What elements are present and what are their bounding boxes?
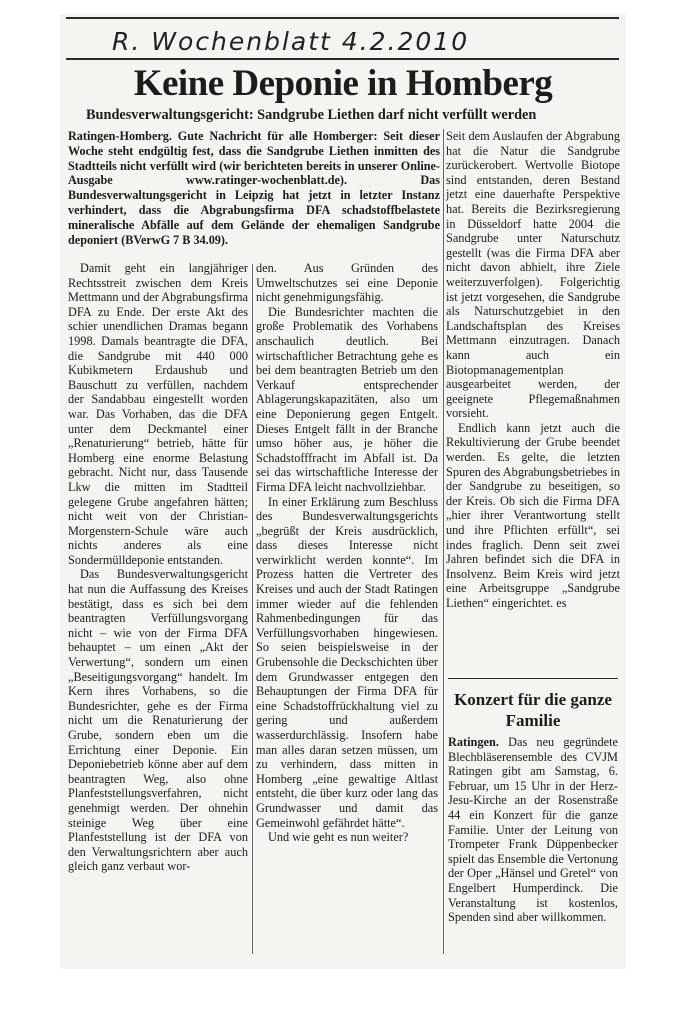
column-divider — [443, 129, 444, 954]
concert-article — [448, 735, 618, 925]
paragraph: Die Bundesrichter machten die große Problematik des Vorhabens anschaulich deutlich. Bei wirtschaftlicher Betrachtung gehe es bei dem beantragten Betrieb um den Verkauf entsprechender Ablagerungskapazitäten, also um eine Deponierung gegen Entgelt. Dieses Entgelt fällt in der Branche umso höher aus, je höher die Schadstofffracht im Abfall ist. Da sei das wirtschaftliche Interesse der Firma DFA leicht nachvollziehbar. — [256, 304, 438, 494]
paragraph: Endlich kann jetzt auch die Rekultivierung der Grube beendet werden. Es gelte, die letzten Spuren des Abgrabungsbetriebes in der Sandgrube zu beseitigen, so der Kreis. Ob sich die Firma DFA „hier ihrer Verantwortung stellt und ihre Pflichten erfüllt“, sei indes fraglich. Denn seit zwei Jahren befindet sich die DFA in Insolvenz. Beim Kreis wird jetzt eine Arbeitsgruppe „Sandgrube Liethen“ eingerichtet. es — [446, 420, 620, 610]
paragraph: Seit dem Auslaufen der Abgrabung hat die Natur die Sandgrube zurückerobert. Wertvolle Biotope sind entstanden, deren Bestand jetzt eine dauerhafte Perspektive hat. Bereits die Bezirksregierung in Düsseldorf hatte 2004 die Sandgrube unter Naturschutz gestellt (was die Firma DFA aber nicht davon abhielt, ihre Ziele weiterzuverfolgen). Folgerichtig ist jetzt vorgesehen, die Sandgrube als Naturschutzgebiet in den Landschaftsplan des Kreises Mettmann einzutragen. Danach kann auch ein Biotopmanagementplan ausgearbeitet werden, der geeignete Pflegemaßnahmen vorsieht. — [446, 129, 620, 421]
article-column-2 — [256, 261, 438, 845]
handwritten-source-note: R. Wochenblatt 4.2.2010 — [112, 27, 470, 56]
paragraph: Das Bundesverwaltungsgericht hat nun die Auffassung des Kreises bestätigt, dass es sich bei dem beantragten Verfüllungsvorgang nicht – wie von der Firma DFA behauptet – um einen „Akt der Verwertung“, sondern um einen „Beseitigungsvorgang“ handelt. Im Kern ihres Vorhabens, so die Bundesrichter, gehe es der Firma nicht um die Renaturierung der Grube, sondern eben um die Errichtung einer Deponie. Ein Deponiebetrieb könne aber auf dem beantragten Weg, also ohne Planfeststellungsverfahren, nicht genehmigt werden. Der ohnehin steinige Weg über eine Planfeststellung ist der DFA von den Verwaltungsrichtern aber auch gleich ganz verbaut wor- — [68, 567, 248, 874]
newspaper-clipping — [60, 14, 626, 969]
headline: Keine Deponie in Homberg — [133, 63, 553, 104]
header-rule — [66, 58, 619, 60]
paragraph: Und wie geht es nun weiter? — [268, 830, 409, 845]
article-column-1 — [68, 261, 248, 874]
paragraph: Damit geht ein langjähriger Rechtsstreit zwischen dem Kreis Mettmann und der Abgrabungsfirma DFA zu Ende. Der erste Akt des schier unendlichen Dramas begann 1998. Damals beantragte die DFA, die Sandgrube mit 440 000 Kubikmetern Erdaushub und Bauschutt zu verfüllen, nachdem der Sandabbau eingestellt worden war. Das Vorhaben, das die DFA unter dem Deckmantel einer „Renaturierung“ betrieb, hätte für Homberg eine enorme Belastung gebracht. Nicht nur, dass Tausende Lkw die mitten im Stadtteil gelegene Grube angefahren hätten; nicht weit von der Christian-Morgenstern-Schule wäre auch nichts anderes als eine Sondermülldeponie entstanden. — [68, 261, 248, 567]
top-rule — [66, 17, 619, 19]
paragraph: In einer Erklärung zum Beschluss des Bundesverwaltungsgerichts „begrüßt der Kreis ausdrücklich, dass dieses Interesse nicht verwirklicht werden konnte“. Im Prozess hatten die Vertreter des Kreises und auch der Stadt Ratingen immer wieder auf die fehlenden Rahmenbedingungen für das Verfüllungsvorhaben hingewiesen. So seien beispielsweise in der Grubensohle die Deckschichten über dem Grundwasser entgegen den Behauptungen der Firma DFA für eine Schadstoffrückhaltung viel zu gering und außerdem wasserdurchlässig. Insofern habe man alles daran setzen müssen, um zu verhindern, dass mitten in Homberg „eine gewaltige Altlast entsteht, die über kurz oder lang das Grundwasser und damit das Gemeinwohl gefährdet hätte“. — [256, 494, 438, 830]
concert-headline: Konzert für die ganze Familie — [454, 690, 612, 730]
subheadline: Bundesverwaltungsgericht: Sandgrube Liethen darf nicht verfüllt werden — [86, 107, 537, 123]
lead-paragraph: Ratingen-Homberg. Gute Nachricht für alle Homberger: Seit dieser Woche steht endgültig fest, dass die Sandgrube Liethen inmitten des Stadtteils nicht verfüllt wird (wir berichteten bereits in unserer Online-Ausgabe www.ratinger-wochenblatt.de). Das Bundesverwaltungsgericht in Leipzig hat jetzt in letzter Instanz verhindert, dass die Abgrabungsfirma DFA schadstoffbelastete mineralische Abfälle auf dem Gelände der ehemaligen Sandgrube deponiert (BVerwG 7 B 34.09). — [68, 129, 440, 247]
column-divider — [252, 264, 253, 954]
dateline: Ratingen. — [448, 735, 499, 749]
article-column-3 — [446, 129, 620, 611]
paragraph — [448, 735, 618, 925]
concert-text: Das neu gegründete Blechbläserensemble des CVJM Ratingen gibt am Samstag, 6. Februar, um 15 Uhr in der Herz-Jesu-Kirche an der Rosenstraße 44 ein Konzert für die ganze Familie. Unter der Leitung von Trompeter Frank Düppenbecker spielt das Ensemble die Vertonung der Oper „Hänsel und Gretel“ von Engelbert Humperdinck. Die Veranstaltung ist kostenlos, Spenden sind aber willkommen. — [448, 735, 619, 925]
box-rule — [448, 678, 618, 679]
paragraph: den. Aus Gründen des Umweltschutzes sei eine Deponie nicht genehmigungsfähig. — [256, 261, 438, 305]
